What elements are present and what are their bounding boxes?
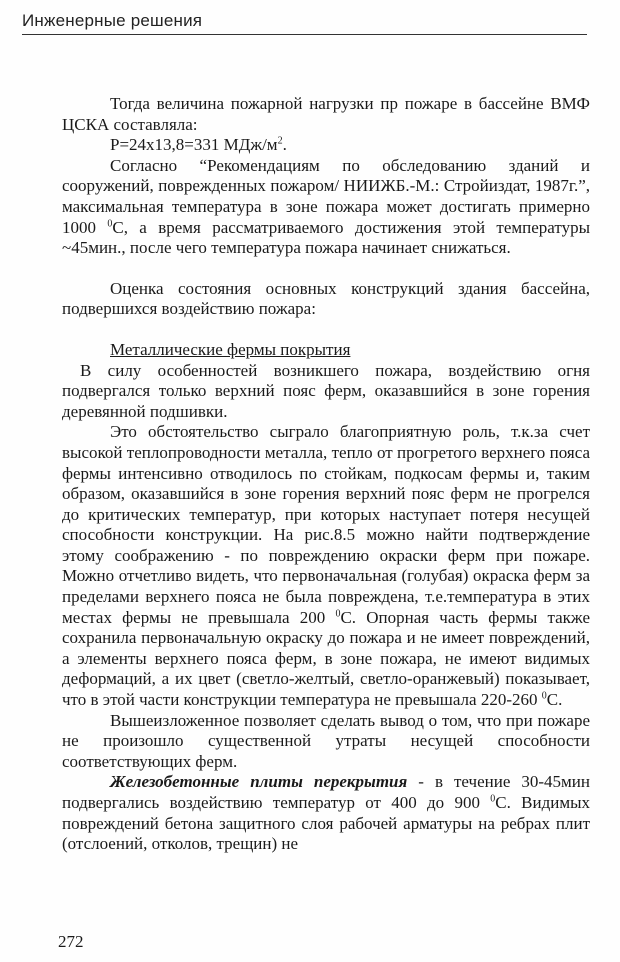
- paragraph-trusses-analysis-c: С.: [546, 690, 563, 710]
- paragraph-conclusion: Вышеизложенное позволяет сделать вывод о том, что при пожаре не произошло существенной утраты несущей способности соответствующих ферм.: [62, 710, 590, 771]
- paragraph-fire-load-intro: Тогда величина пожарной нагрузки пр пожаре в бассейне ВМФ ЦСКА составляла:: [62, 94, 590, 134]
- degree-mark: 0: [107, 217, 113, 229]
- paragraph-recommendations-b: С, а время рассматриваемого достижения этой температуры ~45мин., после чего температура пожара начинает снижаться.: [62, 217, 590, 258]
- section-heading-trusses: Металлические фермы покрытия: [110, 339, 351, 359]
- degree-mark: 0: [335, 608, 341, 619]
- paragraph-recommendations-a: Согласно “Рекомендациям по обследованию зданий и сооружений, поврежденных пожаром/ НИИЖБ.-М.: Стройиздат, 1987г.”, максимальная температура в зоне пожара может достигать примерно 1000: [62, 155, 590, 237]
- paragraph-trusses-analysis-b: С. Опорная часть фермы также сохранила первоначальную окраску до пожара и не имеет повреждений, а элементы верхнего пояса ферм, в зоне пожара, не имеют видимых деформаций, а их цвет (светло-желтый, светло-оранжевый) показывает, что в этой части конструкции температура не превышала 220-260: [62, 607, 590, 710]
- running-header: [22, 10, 587, 35]
- spacer: [62, 259, 590, 279]
- formula-superscript: 2: [277, 135, 283, 147]
- page-number: 272: [58, 932, 84, 951]
- paragraph-trusses-fire: В силу особенностей возникшего пожара, воздействию огня подвергался только верхний пояс ферм, оказавшийся в зоне горения деревянной подшивки.: [62, 360, 590, 421]
- paragraph-recommendations: [62, 156, 590, 259]
- body-text: [62, 94, 590, 855]
- formula-fire-load: [62, 135, 590, 156]
- paragraph-slabs: [62, 772, 590, 854]
- formula-main: Р=24х13,8=331 МДж/м: [110, 135, 278, 155]
- paragraph-slabs-lead: Железобетонные плиты перекрытия: [110, 772, 408, 792]
- degree-mark: 0: [490, 793, 496, 805]
- paragraph-slabs-a: - в течение 30-45мин подвергались воздействию температур от 400 до 900: [62, 772, 590, 812]
- formula-end: .: [282, 135, 287, 155]
- paragraph-trusses-analysis: [62, 422, 590, 710]
- paragraph-trusses-analysis-a: Это обстоятельство сыграло благоприятную роль, т.к.за счет высокой теплопроводности металла, тепло от прогретого верхнего пояса фермы интенсивно отводилось по стойкам, подкосам фермы и, таким образом, оказавшийся в зоне горения верхний пояс ферм не прогрелся до критических температур, при которых наступает потеря несущей способности конструкции. На рис.8.5 можно найти подтверждение этому соображению - по повреждению окраски ферм при пожаре. Можно отчетливо видеть, что первоначальная (голубая) окраска ферм за пределами верхнего пояса не была повреждена, т.е.температура в этих местах фермы не превышала 200: [62, 422, 590, 627]
- spacer: [62, 320, 590, 340]
- paragraph-slabs-b: С. Видимых повреждений бетона защитного слоя рабочей арматуры на ребрах плит (отслоений, отколов, трещин) не: [62, 793, 591, 854]
- running-title: Инженерные решения: [22, 11, 203, 30]
- degree-mark: 0: [541, 690, 547, 702]
- paragraph-assessment-intro: Оценка состояния основных конструкций здания бассейна, подвершихся воздействию пожара:: [62, 278, 590, 319]
